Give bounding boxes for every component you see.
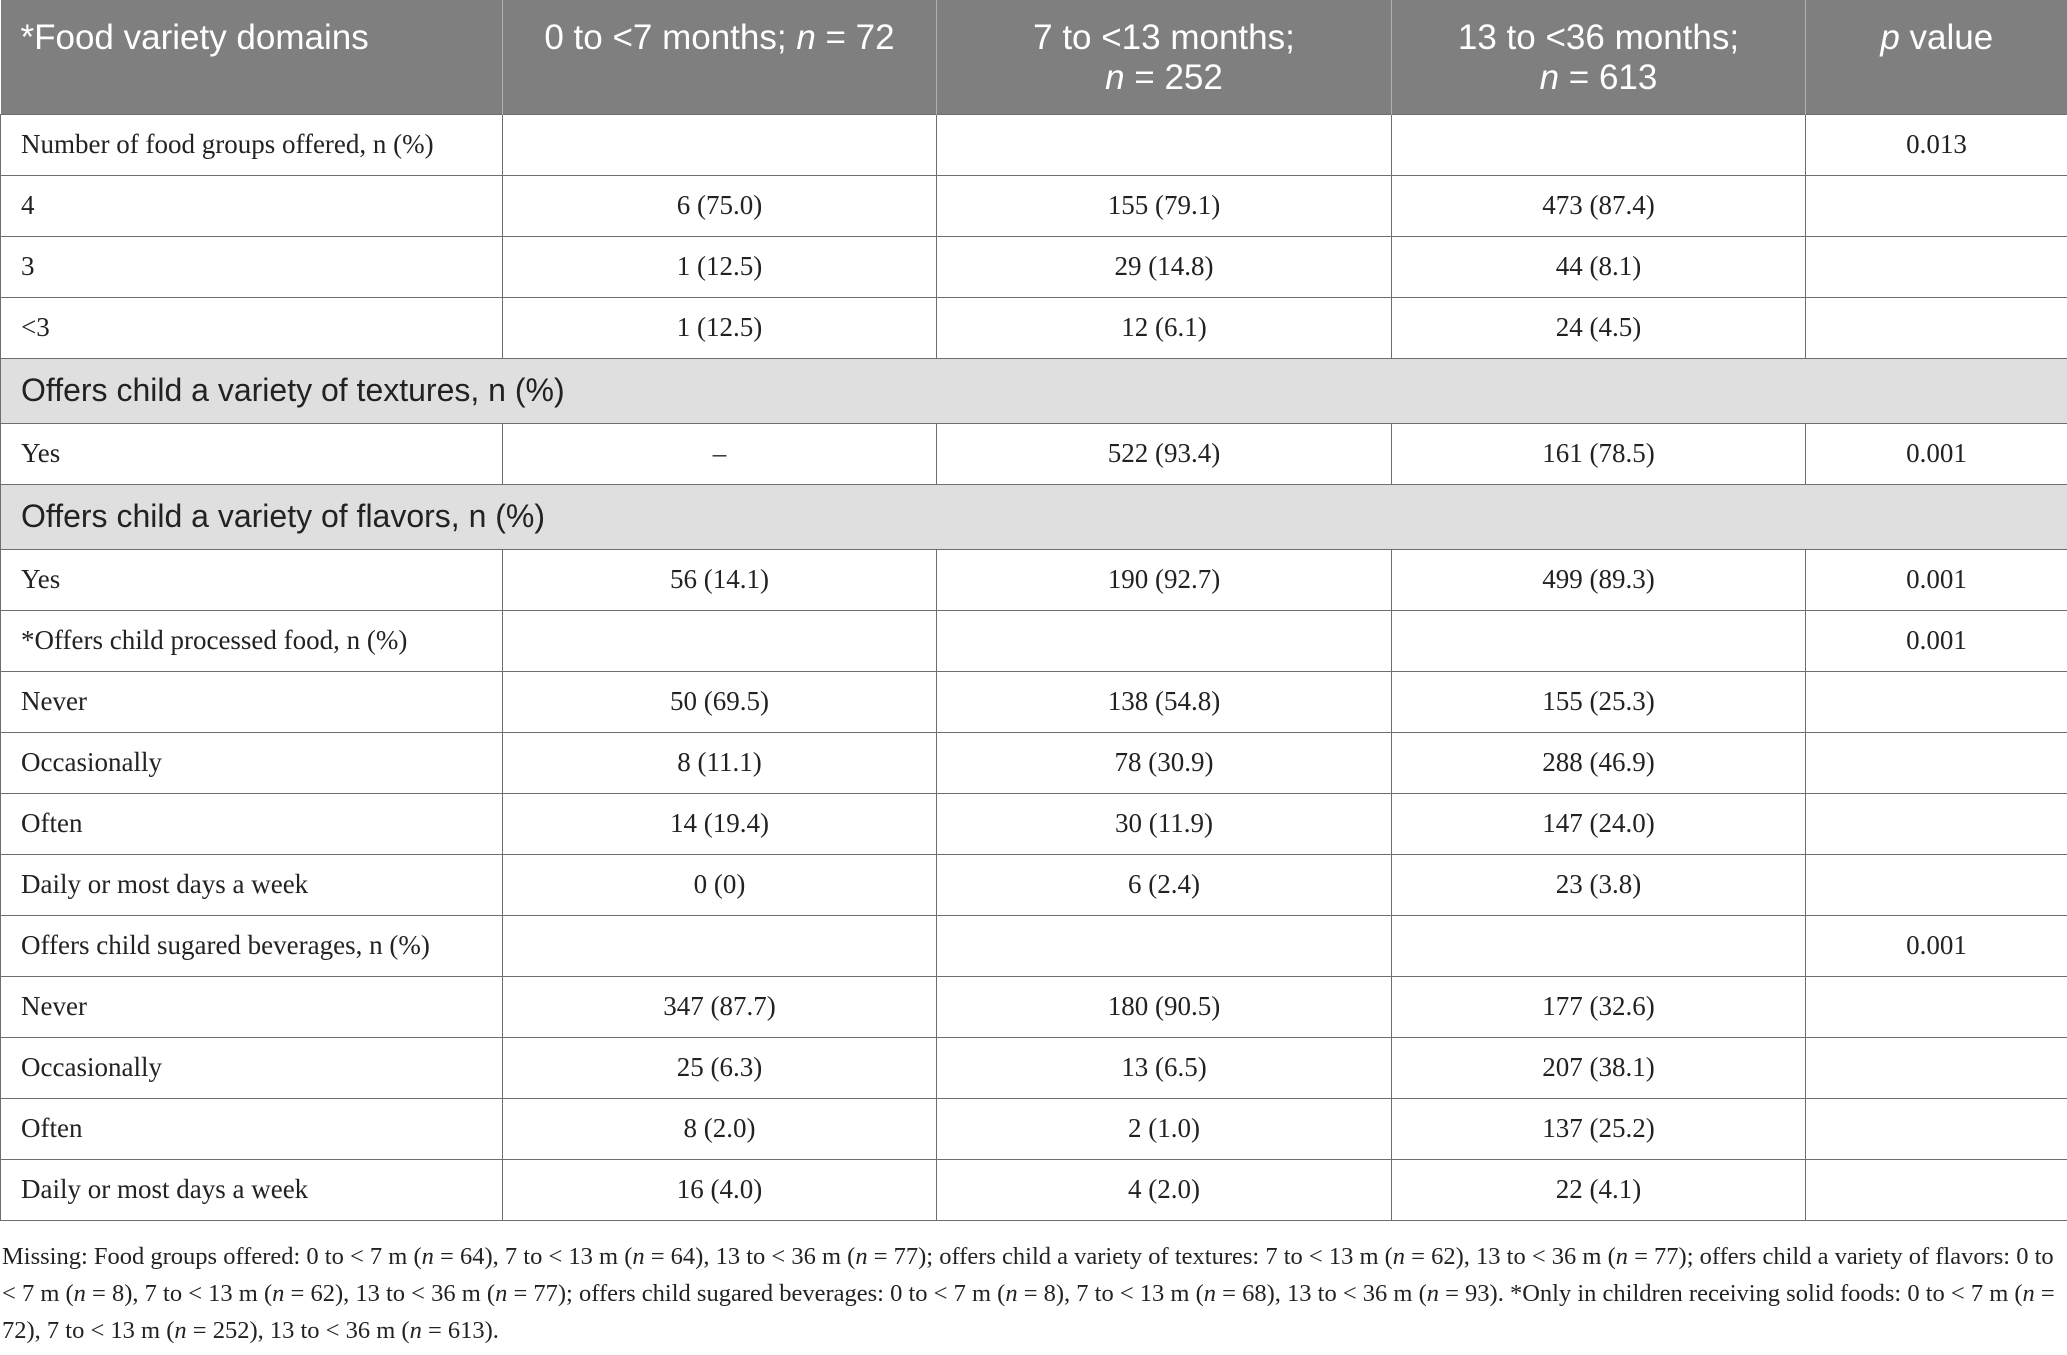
cell-13-36-months: 499 (89.3) — [1392, 549, 1806, 610]
cell-p-value — [1806, 1159, 2067, 1220]
cell-p-value — [1806, 175, 2067, 236]
table-row — [1, 423, 2067, 484]
cell-p-value: 0.001 — [1806, 549, 2067, 610]
cell-7-13-months — [937, 610, 1392, 671]
cell-0-7-months — [503, 610, 937, 671]
cell-7-13-months: 4 (2.0) — [937, 1159, 1392, 1220]
cell-13-36-months: 23 (3.8) — [1392, 854, 1806, 915]
cell-p-value: 0.013 — [1806, 114, 2067, 175]
cell-7-13-months: 180 (90.5) — [937, 976, 1392, 1037]
table-footnote: Missing: Food groups offered: 0 to < 7 m (n = 64), 7 to < 13 m (n = 64), 13 to < 36 m (n = 77); offers child a variety of textures: 7 to < 13 m (n = 62), 13 to < 36 m (n = 77); offers child a variety of flavors: 0 to < 7 m (n = 8), 7 to < 13 m (n = 62), 13 to < 36 m (n = 77); offers child sugared beverages: 0 to < 7 m (n = 8), 7 to < 13 m (n = 68), 13 to < 36 m (n = 93). *Only in children receiving solid foods: 0 to < 7 m (n = 72), 7 to < 13 m (n = 252), 13 to < 36 m (n = 613). — [2, 1243, 2055, 1344]
cell-7-13-months: 78 (30.9) — [937, 732, 1392, 793]
cell-13-36-months: 288 (46.9) — [1392, 732, 1806, 793]
table-row — [1, 976, 2067, 1037]
header-cell-7-13-months — [937, 0, 1392, 114]
cell-0-7-months: 0 (0) — [503, 854, 937, 915]
row-label-cell: Occasionally — [1, 1037, 503, 1098]
cell-p-value — [1806, 671, 2067, 732]
cell-7-13-months — [937, 114, 1392, 175]
cell-0-7-months: 50 (69.5) — [503, 671, 937, 732]
cell-13-36-months — [1392, 610, 1806, 671]
row-label-cell: <3 — [1, 297, 503, 358]
cell-7-13-months: 30 (11.9) — [937, 793, 1392, 854]
table-row — [1, 297, 2067, 358]
row-label-cell: Often — [1, 1098, 503, 1159]
row-label-cell: Yes — [1, 549, 503, 610]
row-label-cell: Daily or most days a week — [1, 854, 503, 915]
cell-7-13-months: 522 (93.4) — [937, 423, 1392, 484]
cell-7-13-months: 6 (2.4) — [937, 854, 1392, 915]
cell-0-7-months: 14 (19.4) — [503, 793, 937, 854]
header-label: 0 to <7 months; n = 72 — [544, 18, 895, 57]
cell-0-7-months — [503, 915, 937, 976]
cell-p-value — [1806, 854, 2067, 915]
cell-0-7-months: 56 (14.1) — [503, 549, 937, 610]
cell-p-value — [1806, 236, 2067, 297]
header-label: 7 to <13 months; n = 252 — [1033, 18, 1295, 97]
cell-0-7-months: 16 (4.0) — [503, 1159, 937, 1220]
cell-0-7-months: 347 (87.7) — [503, 976, 937, 1037]
section-header-row — [1, 358, 2067, 423]
cell-p-value — [1806, 297, 2067, 358]
cell-13-36-months: 147 (24.0) — [1392, 793, 1806, 854]
cell-7-13-months: 29 (14.8) — [937, 236, 1392, 297]
cell-7-13-months — [937, 915, 1392, 976]
row-label-cell: Never — [1, 976, 503, 1037]
table-header-row — [1, 0, 2067, 114]
table-row — [1, 610, 2067, 671]
cell-0-7-months — [503, 114, 937, 175]
cell-13-36-months: 473 (87.4) — [1392, 175, 1806, 236]
header-label: *Food variety domains — [20, 18, 369, 57]
cell-p-value — [1806, 1098, 2067, 1159]
header-cell-domains — [1, 0, 503, 114]
table-row — [1, 915, 2067, 976]
table-row — [1, 236, 2067, 297]
table-row — [1, 1037, 2067, 1098]
cell-13-36-months: 24 (4.5) — [1392, 297, 1806, 358]
cell-p-value — [1806, 1037, 2067, 1098]
section-header-cell: Offers child a variety of flavors, n (%) — [1, 484, 2067, 549]
cell-13-36-months: 161 (78.5) — [1392, 423, 1806, 484]
table-row — [1, 1098, 2067, 1159]
table-row — [1, 854, 2067, 915]
header-label: p value — [1880, 18, 1994, 57]
cell-0-7-months: 1 (12.5) — [503, 297, 937, 358]
cell-13-36-months: 137 (25.2) — [1392, 1098, 1806, 1159]
table-row — [1, 671, 2067, 732]
cell-p-value — [1806, 732, 2067, 793]
cell-13-36-months: 44 (8.1) — [1392, 236, 1806, 297]
row-label-cell: Offers child sugared beverages, n (%) — [1, 915, 503, 976]
cell-0-7-months: 1 (12.5) — [503, 236, 937, 297]
cell-0-7-months: 8 (2.0) — [503, 1098, 937, 1159]
row-label-cell: 3 — [1, 236, 503, 297]
row-label-cell: *Offers child processed food, n (%) — [1, 610, 503, 671]
cell-p-value: 0.001 — [1806, 610, 2067, 671]
row-label-cell: 4 — [1, 175, 503, 236]
cell-p-value: 0.001 — [1806, 915, 2067, 976]
row-label-cell: Number of food groups offered, n (%) — [1, 114, 503, 175]
table-body — [1, 114, 2067, 1220]
row-label-cell: Daily or most days a week — [1, 1159, 503, 1220]
cell-0-7-months: 8 (11.1) — [503, 732, 937, 793]
cell-0-7-months: 6 (75.0) — [503, 175, 937, 236]
cell-0-7-months: – — [503, 423, 937, 484]
header-label: 13 to <36 months; n = 613 — [1457, 18, 1740, 97]
cell-p-value — [1806, 793, 2067, 854]
cell-7-13-months: 138 (54.8) — [937, 671, 1392, 732]
row-label-cell: Never — [1, 671, 503, 732]
cell-7-13-months: 13 (6.5) — [937, 1037, 1392, 1098]
table-row — [1, 793, 2067, 854]
table-row — [1, 175, 2067, 236]
cell-13-36-months — [1392, 114, 1806, 175]
cell-13-36-months: 155 (25.3) — [1392, 671, 1806, 732]
cell-7-13-months: 155 (79.1) — [937, 175, 1392, 236]
table-row — [1, 732, 2067, 793]
header-cell-13-36-months — [1392, 0, 1806, 114]
cell-p-value — [1806, 976, 2067, 1037]
cell-13-36-months: 22 (4.1) — [1392, 1159, 1806, 1220]
cell-7-13-months: 12 (6.1) — [937, 297, 1392, 358]
cell-7-13-months: 190 (92.7) — [937, 549, 1392, 610]
row-label-cell: Yes — [1, 423, 503, 484]
table-row — [1, 114, 2067, 175]
cell-13-36-months — [1392, 915, 1806, 976]
cell-13-36-months: 177 (32.6) — [1392, 976, 1806, 1037]
row-label-cell: Often — [1, 793, 503, 854]
cell-7-13-months: 2 (1.0) — [937, 1098, 1392, 1159]
table-row — [1, 549, 2067, 610]
cell-0-7-months: 25 (6.3) — [503, 1037, 937, 1098]
cell-p-value: 0.001 — [1806, 423, 2067, 484]
section-header-row — [1, 484, 2067, 549]
row-label-cell: Occasionally — [1, 732, 503, 793]
table-row — [1, 1159, 2067, 1220]
cell-13-36-months: 207 (38.1) — [1392, 1037, 1806, 1098]
section-header-cell: Offers child a variety of textures, n (%) — [1, 358, 2067, 423]
header-cell-p-value — [1806, 0, 2067, 114]
header-cell-0-7-months — [503, 0, 937, 114]
